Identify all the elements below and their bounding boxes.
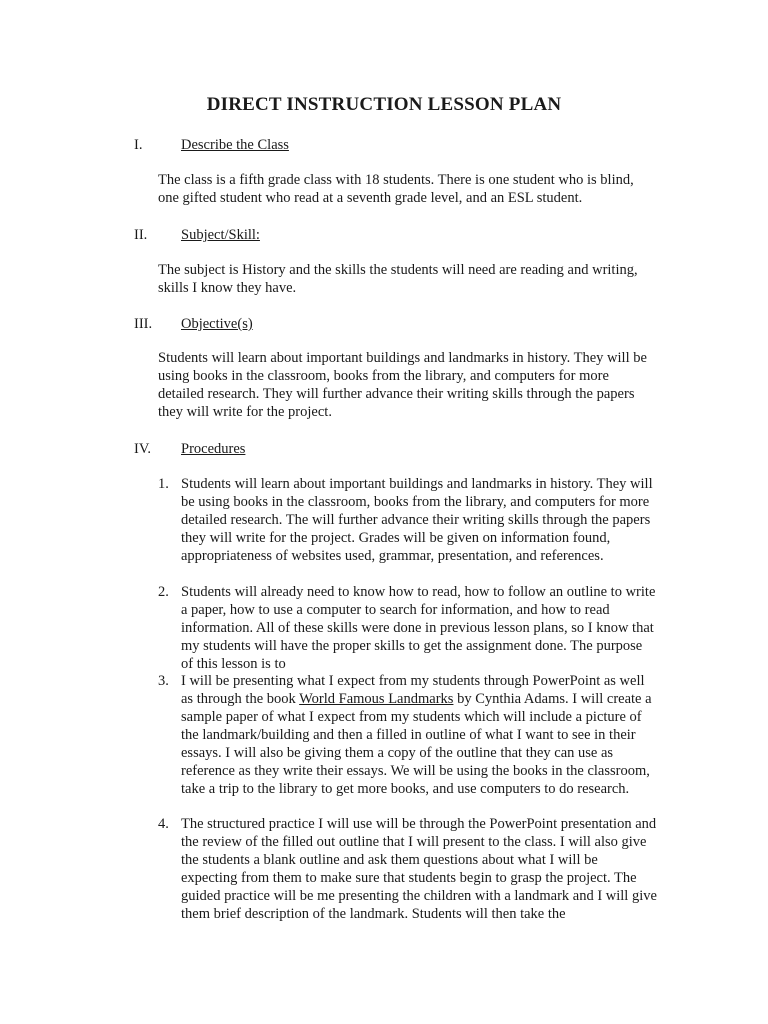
section-number-1: I. (134, 137, 143, 153)
section-heading-objectives: Objective(s) (181, 316, 253, 332)
procedure-number-4: 4. (158, 816, 169, 832)
procedure-item-2: Students will already need to know how to read, how to follow an outline to write a paper, how to use a computer to search for information, and how to read information. All of these skills were done in previous lesson plans, so I know that my students will have the proper skills to get the assignment done. The purpose of this lesson is to (181, 584, 656, 672)
section-heading-describe-class: Describe the Class (181, 137, 289, 153)
section-number-3: III. (134, 316, 153, 332)
section-number-4: IV. (134, 441, 152, 457)
procedure-item-4: The structured practice I will use will be through the PowerPoint presentation and the review of the filled out outline that I will present to the class. I will also give the students a blank outline and ask them questions about what I will be expecting from them to make sure that students begin to grasp the project. The guided practice will be me presenting the children with a landmark and I will give them brief description of the landmark. Students will then take the (181, 816, 657, 922)
procedure-number-3: 3. (158, 673, 169, 689)
book-title: World Famous Landmarks (299, 691, 454, 707)
procedure-item-1: Students will learn about important buildings and landmarks in history. They will be using books in the classroom, books from the library, and computers for more detailed research. The will further advance their writing skills through the papers they will write for the project. Grades will be given on information found, appropriateness of websites used, grammar, presentation, and references. (181, 476, 653, 564)
section-number-2: II. (134, 227, 148, 243)
procedure-number-2: 2. (158, 584, 169, 600)
section-heading-procedures: Procedures (181, 441, 246, 457)
procedure-item-3 (181, 672, 657, 798)
section-paragraph-subject-skill: The subject is History and the skills the students will need are reading and writing, skills I know they have. (158, 262, 638, 296)
section-heading-subject-skill: Subject/Skill: (181, 227, 260, 243)
procedure-item-3-text-after: by Cynthia Adams. I will create a sample paper of what I expect from my students which will include a picture of the landmark/building and then a filled in outline of what I want to see in their essays. I will also be giving them a copy of the outline that they can use as reference as they write their essays. We will be using the books in the classroom, take a trip to the library to get more books, and use computers to do research. (181, 691, 652, 797)
procedure-item-3-text-before: I will be presenting what I expect from my students through PowerPoint as well as through the book (181, 673, 645, 707)
section-paragraph-objectives: Students will learn about important buildings and landmarks in history. They will be using books in the classroom, books from the library, and computers for more detailed research. They will further advance their writing skills through the papers they will write for the project. (158, 350, 647, 420)
procedure-number-1: 1. (158, 476, 169, 492)
section-paragraph-describe-class: The class is a fifth grade class with 18 students. There is one student who is blind, one gifted student who read at a seventh grade level, and an ESL student. (158, 172, 634, 206)
document-title: DIRECT INSTRUCTION LESSON PLAN (206, 94, 562, 115)
